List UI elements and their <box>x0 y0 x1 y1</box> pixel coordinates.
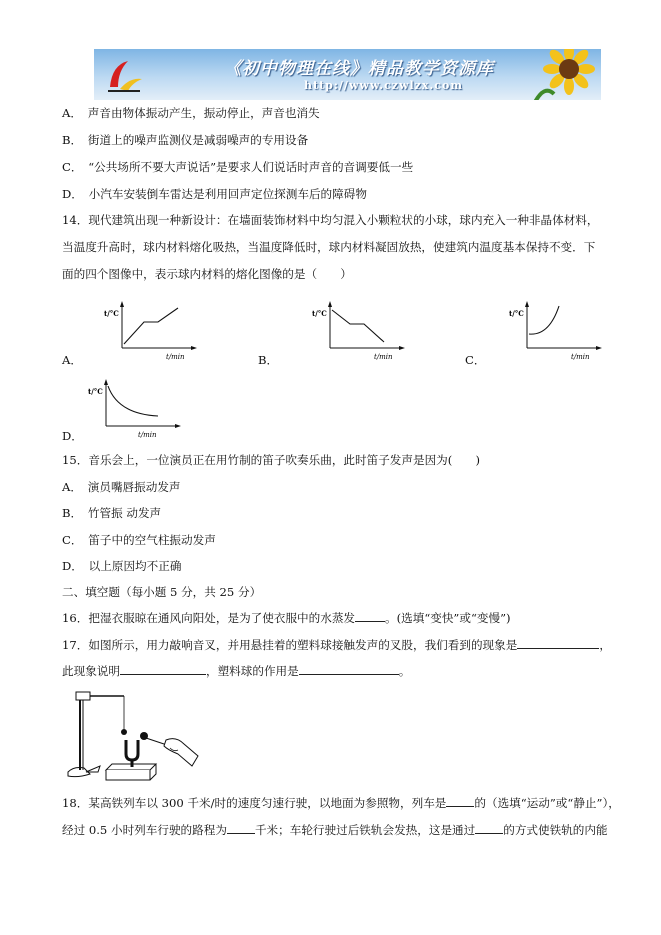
q15-option-a: A． 演员嘴唇振动发声 <box>62 480 181 494</box>
header-banner <box>94 49 601 100</box>
q14-graph-b-xlabel: t/min <box>374 353 393 361</box>
q17-line2 <box>62 663 410 679</box>
q15-option-d: D． 以上原因均不正确 <box>62 559 182 573</box>
q13-option-c: C． “公共场所不要大声说话”是要求人们说话时声音的音调要低一些 <box>62 160 414 174</box>
q14-graph-d-xlabel: t/min <box>138 431 157 439</box>
q14-graph-a-ylabel: t/°C <box>104 309 119 318</box>
q15-option-c: C． 笛子中的空气柱振动发声 <box>62 533 216 547</box>
q16 <box>62 610 511 626</box>
banner-title: 《初中物理在线》精品教学资源库 <box>224 59 494 79</box>
q16-blank[interactable] <box>355 610 385 622</box>
q18-text1b: 的（选填“运动”或“静止”）， <box>474 796 620 810</box>
q14-stem-line1: 14．现代建筑出现一种新设计：在墙面装饰材料中均匀混入小颗粒状的小球，球内充入一种非晶体材料， <box>62 213 599 227</box>
q13-option-d: D． 小汽车安装倒车雷达是利用回声定位探测车后的障碍物 <box>62 187 367 201</box>
q18-text2c: 的方式使铁轨的内能 <box>503 823 608 837</box>
q14-graph-c-xlabel: t/min <box>571 353 590 361</box>
q14-label-d: D． <box>62 429 83 443</box>
q18-blank-1[interactable] <box>446 795 474 807</box>
q18-line2 <box>62 822 608 838</box>
section-heading: 二、填空题（每小题 5 分，共 25 分） <box>62 585 262 599</box>
q14-graph-d-ylabel: t/°C <box>88 387 103 396</box>
q16-tail: 。(选填“变快”或“变慢”) <box>385 611 511 625</box>
q17-blank-2[interactable] <box>120 663 206 675</box>
q15-stem: 15．音乐会上，一位演员正在用竹制的笛子吹奏乐曲，此时笛子发声是因为( ) <box>62 453 480 467</box>
q14-stem-line2: 当温度升高时，球内材料熔化吸热，当温度降低时，球内材料凝固放热，使建筑内温度基本保持不变．下 <box>62 240 596 254</box>
q17-text2a: 此现象说明 <box>62 664 120 678</box>
q17-text1: 17．如图所示，用力敲响音叉，并用悬挂着的塑料球接触发声的叉股，我们看到的现象是 <box>62 638 518 652</box>
q18-text1a: 18．某高铁列车以 300 千米/时的速度匀速行驶，以地面为参照物，列车是 <box>62 796 447 810</box>
q17-blank-3[interactable] <box>299 663 399 675</box>
sunflower-icon <box>524 49 601 100</box>
q14-stem-line3: 面的四个图像中，表示球内材料的熔化图像的是（ ） <box>62 267 352 281</box>
q18-line1 <box>62 795 620 811</box>
q13-option-a: A． 声音由物体振动产生，振动停止，声音也消失 <box>62 106 320 120</box>
q17-text1-tail: ， <box>599 638 611 652</box>
q17-text2b: ，塑料球的作用是 <box>205 664 299 678</box>
q14-graph-a <box>100 300 200 362</box>
logo-icon <box>104 57 144 93</box>
q14-label-a: A． <box>62 353 82 367</box>
q14-label-b: B． <box>258 353 279 367</box>
q17-line1 <box>62 637 611 653</box>
q17-blank-1[interactable] <box>517 637 599 649</box>
q14-label-c: C． <box>465 353 486 367</box>
q18-blank-3[interactable] <box>475 822 503 834</box>
q13-option-b: B． 街道上的噪声监测仪是减弱噪声的专用设备 <box>62 133 309 147</box>
q18-text2b: 千米；车轮行驶过后铁轨会发热，这是通过 <box>254 823 476 837</box>
q14-graph-c-ylabel: t/°C <box>509 309 524 318</box>
q17-tuning-fork-figure <box>60 688 200 784</box>
q14-graph-c <box>505 300 605 362</box>
q14-graph-d <box>84 378 184 440</box>
q14-graph-b <box>308 300 408 362</box>
q18-text2a: 经过 0.5 小时列车行驶的路程为 <box>62 823 227 837</box>
q14-graph-b-ylabel: t/°C <box>312 309 327 318</box>
q15-option-b: B． 竹管振 动发声 <box>62 506 162 520</box>
q16-text: 16．把湿衣服晾在通风向阳处，是为了使衣服中的水蒸发 <box>62 611 356 625</box>
q18-blank-2[interactable] <box>227 822 255 834</box>
banner-url: http://www.czwlzx.com <box>304 79 463 92</box>
q14-graph-a-xlabel: t/min <box>166 353 185 361</box>
q17-text2c: 。 <box>398 664 411 678</box>
